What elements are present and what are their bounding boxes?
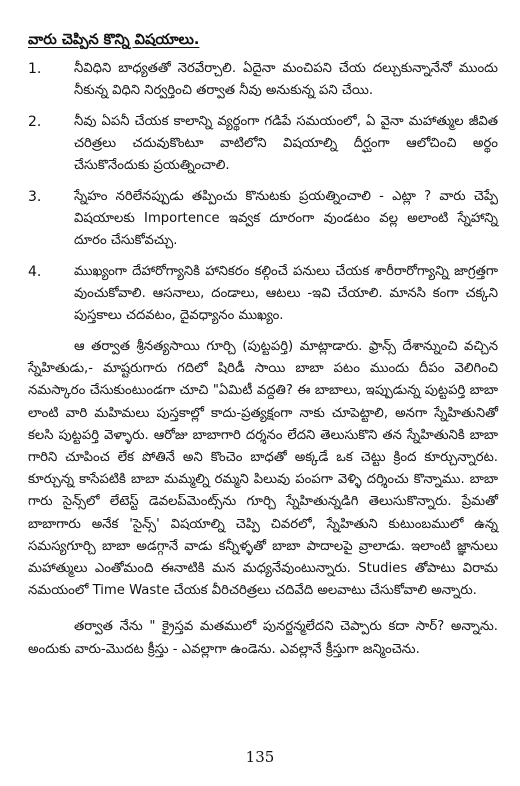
list-item-text: ముఖ్యంగా దేహారోగ్యానికి హానికరం కల్గించే పనులు చేయక శారీరారోగ్యాన్ని జాగ్రత్తగా వుంచుకోవాలి. ఆసనాలు, దండాలు, ఆటలు -ఇవి చేయాలి. మానసి కంగా చక్కని పుస్తకాలు చదవటం, దైవధ్యానం ముఖ్యం. — [74, 264, 498, 323]
list-item-number: 4. — [28, 264, 42, 280]
list-item — [28, 261, 498, 327]
list-item-text: నీవిధిని బాధ్యతతో నెరవేర్చాలి. ఏదైనా మంచిపని చేయ దల్చుకున్నానేనో ముందు నీకున్న విధిని నిర్వర్తించి తర్వాత నీవు అనుకున్న పని చేయి. — [74, 61, 498, 98]
body-paragraph: తర్వాత నేను " క్రైస్తవ మతములో పునర్జన్మలేదని చెప్పారు కదా సార్? అన్నాను. అందుకు వారు-మొదట క్రీస్తు - ఎవల్లాగా ఉండెను. ఎవల్లానే క్రీస్తుగా జన్మించెను. — [28, 619, 498, 657]
list-item-number: 3. — [28, 189, 42, 205]
body-paragraph: ఆ తర్వాత శ్రీనత్యసాయి గూర్చి (పుట్టపర్తి) మాట్లాడారు. ఫ్రాన్స్ దేశాన్నుంచి వచ్చిన స్నేహితుడు,- మాష్టరుగారు గదిలో షిరిడీ సాయి బాబా పటం ముందు దీపం వెలిగించి నమస్కారం చేసుకుంటుండగా చూచి "ఏమిటీ వద్దతి? ఈ బాబాలు, ఇప్పుడున్న పుట్టపర్తి బాబా లాంటి వారి మహిమలు పుస్తకాల్లో కాదు-ప్రత్యక్షంగా నాకు చూపెట్టాలి, అనగా స్నేహితునితో కలసి పుట్టపర్తి వెళ్ళారు. ఆరోజు బాబాగారి దర్శనం లేదని తెలుసుకొని తన స్నేహితునికి బాబా గారిని చూపించ లేక పోతినే అని కొంచెం బాధతో అక్కడే ఒక చెట్టు క్రింద కూర్చున్నారట. కూర్చున్న కాసేపటికి బాబా మమ్మల్ని రమ్మని పిలువు పంపగా వెళ్ళి దర్శించు కొన్నాము. బాబా గారు సైన్స్‌లో లేటెస్ట్ డెవలప్‌మెంట్స్‌ను గూర్చి స్నేహితున్నడిగి తెలుసుకొన్నారు. ప్రేమతో బాబాగారు అనేక 'సైన్స్' విషయాల్ని చెప్పి చివరలో, స్నేహితుని కుటుంబములో ఉన్న సమస్యగూర్చి బాబా అడగ్గానే వాడు కన్నీళ్ళతో బాబా పాదాలపై వ్రాలాడు. ఇలాంటి జ్ఞానులు మహాత్ములు ఎంతోమంది ఈనాటికి మన మధ్యనేవుంటున్నారు. Studies తోపాటు విరామ నమయంలో Time Waste చేయక వీరిచరిత్రలు చదివేది అలవాటు చేసుకోవాలి అన్నారు. — [28, 339, 498, 599]
list-item-number: 2. — [28, 114, 42, 130]
list-item-number: 1. — [28, 61, 42, 77]
list-item — [28, 186, 498, 252]
list-item-text: నీవు ఏపనీ చేయక కాలాన్ని వ్యర్థంగా గడిపే సమయంలో, ఏ వైనా మహాత్ముల జీవిత చరిత్రలు చదువుకొంటూ వాటిలోని విషయాల్ని దీర్ఘంగా ఆలోచించి అర్థం చేసుకొనేందుకు ప్రయత్నించాలి. — [74, 114, 498, 173]
list-item-text: స్నేహం నరిలేనప్పుడు తప్పించు కొనుటకు ప్రయత్నించాలి - ఎట్లా ? వారు చెప్పే విషయాలకు Importence ఇవ్వక దూరంగా వుండటం వల్ల అలాంటి స్నేహాన్ని దూరం చేసుకోవచ్చు. — [74, 189, 498, 248]
section-heading: వారు చెప్పిన కొన్ని విషయాలు. — [28, 32, 200, 48]
numbered-list — [28, 58, 498, 327]
list-item — [28, 58, 498, 102]
page-number: 135 — [245, 748, 275, 766]
list-item — [28, 111, 498, 177]
